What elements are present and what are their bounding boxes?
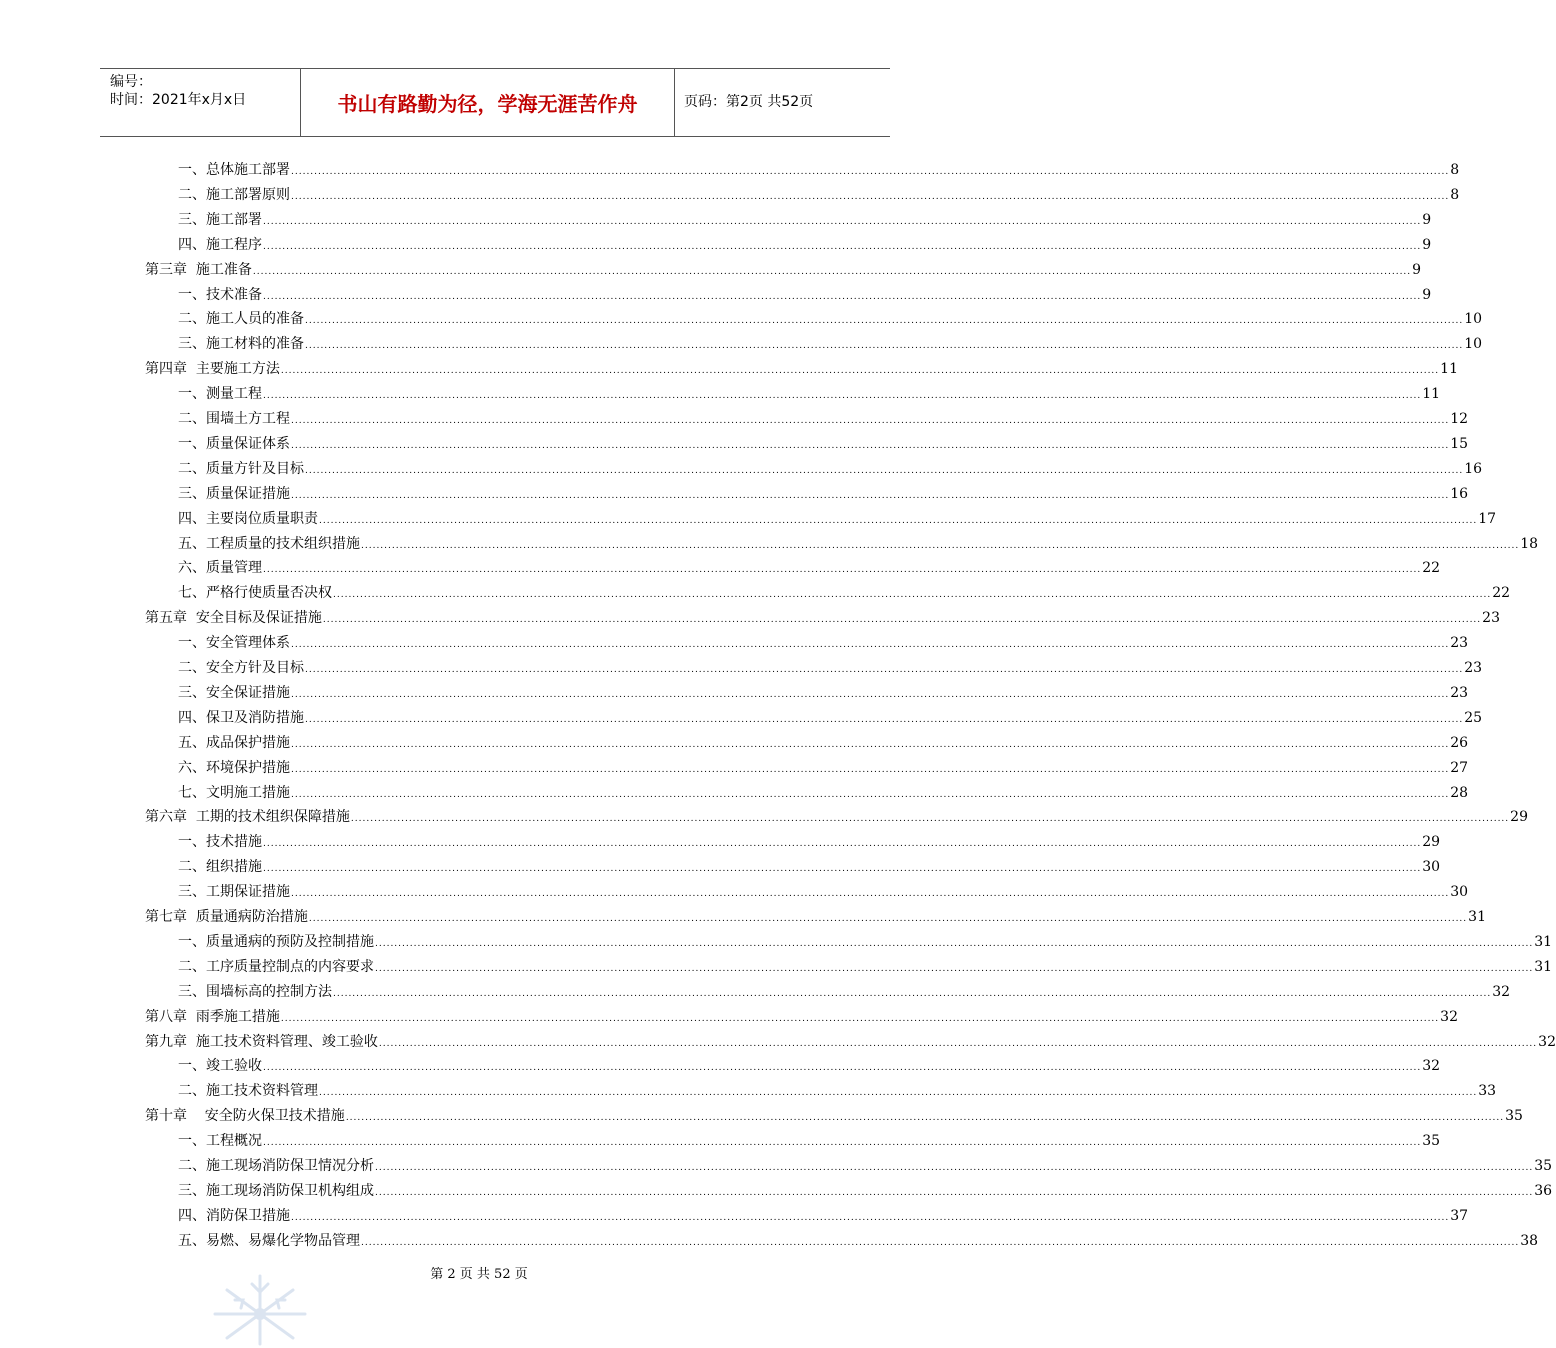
toc-section-entry[interactable]	[178, 1081, 1497, 1101]
toc-section-entry[interactable]	[178, 683, 1469, 703]
page-header	[100, 68, 890, 137]
toc-section-entry[interactable]	[178, 882, 1469, 902]
toc-entry-page-number: 32	[1538, 1033, 1556, 1050]
toc-entry-title: 七、严格行使质量否决权	[178, 585, 332, 602]
toc-section-entry[interactable]	[178, 957, 1553, 977]
toc-section-entry[interactable]	[178, 484, 1469, 504]
toc-section-entry[interactable]	[178, 758, 1469, 778]
toc-entry-title: 一、工程概况	[178, 1133, 262, 1150]
toc-entry-title: 五、成品保护措施	[178, 734, 290, 751]
toc-entry-page-number: 29	[1510, 809, 1528, 826]
toc-entry-page-number: 38	[1520, 1232, 1539, 1249]
toc-section-entry[interactable]	[178, 1231, 1539, 1251]
toc-entry-title: 七、文明施工措施	[178, 784, 290, 801]
toc-entry-page-number: 31	[1534, 958, 1553, 975]
toc-section-entry[interactable]	[178, 658, 1483, 678]
toc-dot-leader: ............................................................................................................................................................................................................................................................................................................	[333, 988, 1492, 999]
toc-dot-leader: ............................................................................................................................................................................................................................................................................................................	[252, 266, 1412, 277]
toc-dot-leader: ............................................................................................................................................................................................................................................................................................................	[263, 241, 1422, 252]
toc-section-entry[interactable]	[178, 633, 1469, 653]
toc-dot-leader: ............................................................................................................................................................................................................................................................................................................	[263, 1138, 1422, 1149]
header-motto: 书山有路勤为径，学海无涯苦作舟	[337, 92, 638, 116]
toc-dot-leader: ............................................................................................................................................................................................................................................................................................................	[291, 1212, 1450, 1223]
toc-entry-title: 四、施工程序	[178, 236, 262, 253]
toc-dot-leader: ............................................................................................................................................................................................................................................................................................................	[291, 689, 1450, 700]
toc-section-entry[interactable]	[178, 832, 1441, 852]
toc-entry-title: 第六章 工期的技术组织保障措施	[145, 809, 350, 826]
toc-dot-leader: ............................................................................................................................................................................................................................................................................................................	[280, 1013, 1440, 1024]
toc-section-entry[interactable]	[178, 733, 1469, 753]
toc-section-entry[interactable]	[178, 558, 1441, 578]
toc-section-entry[interactable]	[178, 857, 1441, 877]
toc-dot-leader: ............................................................................................................................................................................................................................................................................................................	[322, 615, 1482, 626]
toc-section-entry[interactable]	[178, 1181, 1553, 1201]
toc-entry-page-number: 11	[1440, 361, 1458, 378]
toc-entry-title: 四、主要岗位质量职责	[178, 510, 318, 527]
toc-section-entry[interactable]	[178, 509, 1497, 529]
toc-entry-page-number: 32	[1422, 1058, 1441, 1075]
toc-entry-page-number: 12	[1450, 411, 1469, 427]
toc-entry-page-number: 16	[1450, 485, 1469, 502]
toc-entry-title: 四、保卫及消防措施	[178, 709, 304, 726]
toc-entry-page-number: 28	[1450, 784, 1469, 801]
toc-entry-page-number: 9	[1422, 286, 1432, 303]
toc-entry-title: 三、质量保证措施	[178, 485, 290, 502]
header-page-cell	[675, 69, 890, 136]
toc-entry-page-number: 8	[1450, 186, 1460, 203]
toc-entry-title: 三、施工现场消防保卫机构组成	[178, 1182, 374, 1199]
toc-entry-title: 五、易燃、易爆化学物品管理	[178, 1232, 360, 1249]
toc-entry-title: 第三章 施工准备	[145, 261, 252, 278]
toc-entry-page-number: 32	[1492, 983, 1511, 1000]
toc-dot-leader: ............................................................................................................................................................................................................................................................................................................	[308, 914, 1468, 924]
toc-dot-leader: ............................................................................................................................................................................................................................................................................................................	[291, 440, 1450, 451]
toc-chapter-entry[interactable]	[145, 1106, 1523, 1126]
toc-chapter-entry[interactable]	[145, 1032, 1556, 1052]
toc-entry-page-number: 10	[1464, 311, 1483, 328]
toc-entry-title: 第九章 施工技术资料管理、竣工验收	[145, 1033, 378, 1050]
toc-section-entry[interactable]	[178, 982, 1511, 1002]
toc-dot-leader: ............................................................................................................................................................................................................................................................................................................	[305, 465, 1464, 476]
toc-section-entry[interactable]	[178, 409, 1469, 429]
toc-chapter-entry[interactable]	[145, 1007, 1458, 1027]
time-label: 时间：2021年x月x日	[110, 92, 247, 108]
toc-section-entry[interactable]	[178, 1056, 1441, 1076]
toc-entry-title: 第四章 主要施工方法	[145, 361, 280, 378]
toc-dot-leader: ............................................................................................................................................................................................................................................................................................................	[375, 1187, 1534, 1198]
toc-dot-leader: ............................................................................................................................................................................................................................................................................................................	[263, 391, 1422, 402]
toc-dot-leader: ............................................................................................................................................................................................................................................................................................................	[361, 1237, 1520, 1248]
toc-entry-title: 六、质量管理	[178, 560, 262, 577]
toc-chapter-entry[interactable]	[145, 359, 1458, 379]
toc-entry-page-number: 31	[1468, 909, 1486, 925]
toc-section-entry[interactable]	[178, 309, 1483, 329]
toc-entry-page-number: 8	[1450, 162, 1460, 178]
toc-dot-leader: ............................................................................................................................................................................................................................................................................................................	[378, 1038, 1538, 1049]
header-meta-cell	[100, 69, 301, 136]
footer-page-number: 第 2 页 共 52 页	[430, 1267, 528, 1282]
toc-dot-leader: ............................................................................................................................................................................................................................................................................................................	[291, 640, 1450, 651]
toc-entry-page-number: 9	[1422, 211, 1432, 228]
toc-dot-leader: ............................................................................................................................................................................................................................................................................................................	[350, 814, 1510, 825]
toc-chapter-entry[interactable]	[145, 807, 1528, 827]
toc-entry-title: 三、围墙标高的控制方法	[178, 983, 332, 1000]
toc-section-entry[interactable]	[178, 334, 1483, 354]
toc-entry-title: 二、施工技术资料管理	[178, 1083, 318, 1100]
toc-entry-title: 三、施工材料的准备	[178, 336, 304, 353]
header-motto-cell	[301, 69, 675, 136]
toc-dot-leader: ............................................................................................................................................................................................................................................................................................................	[375, 1163, 1534, 1173]
toc-entry-title: 一、技术措施	[178, 834, 262, 851]
toc-section-entry[interactable]	[178, 434, 1469, 454]
toc-dot-leader: ............................................................................................................................................................................................................................................................................................................	[305, 341, 1464, 352]
toc-entry-page-number: 16	[1464, 460, 1483, 477]
toc-dot-leader: ............................................................................................................................................................................................................................................................................................................	[375, 963, 1534, 974]
toc-dot-leader: ............................................................................................................................................................................................................................................................................................................	[291, 490, 1450, 501]
toc-entry-page-number: 17	[1478, 510, 1497, 527]
toc-entry-title: 一、质量保证体系	[178, 435, 290, 452]
toc-entry-title: 四、消防保卫措施	[178, 1207, 290, 1224]
toc-section-entry[interactable]	[178, 384, 1441, 404]
toc-entry-title: 一、总体施工部署	[178, 162, 290, 178]
toc-section-entry[interactable]	[178, 185, 1460, 205]
toc-entry-page-number: 11	[1422, 386, 1441, 403]
toc-section-entry[interactable]	[178, 235, 1432, 255]
toc-entry-page-number: 33	[1478, 1083, 1497, 1100]
toc-section-entry[interactable]	[178, 534, 1539, 554]
toc-entry-title: 一、技术准备	[178, 286, 262, 303]
toc-dot-leader: ............................................................................................................................................................................................................................................................................................................	[319, 515, 1478, 526]
toc-section-entry[interactable]	[178, 783, 1469, 803]
toc-dot-leader: ............................................................................................................................................................................................................................................................................................................	[305, 316, 1464, 327]
toc-section-entry[interactable]	[178, 708, 1483, 728]
toc-dot-leader: ............................................................................................................................................................................................................................................................................................................	[291, 191, 1450, 202]
toc-section-entry[interactable]	[178, 1206, 1469, 1226]
toc-dot-leader: ............................................................................................................................................................................................................................................................................................................	[361, 540, 1520, 551]
toc-chapter-entry[interactable]	[145, 608, 1500, 628]
toc-section-entry[interactable]	[178, 1156, 1553, 1176]
toc-section-entry[interactable]	[178, 932, 1553, 952]
toc-entry-title: 一、竣工验收	[178, 1058, 262, 1075]
toc-dot-leader: ............................................................................................................................................................................................................................................................................................................	[263, 839, 1422, 850]
toc-entry-title: 一、安全管理体系	[178, 635, 290, 652]
toc-dot-leader: ............................................................................................................................................................................................................................................................................................................	[333, 590, 1492, 601]
toc-entry-page-number: 35	[1422, 1133, 1441, 1150]
header-page-info: 页码：第2页 共52页	[684, 94, 814, 110]
toc-entry-title: 二、施工部署原则	[178, 186, 290, 203]
toc-entry-page-number: 18	[1520, 535, 1539, 552]
toc-dot-leader: ............................................................................................................................................................................................................................................................................................................	[263, 864, 1422, 875]
page-footer	[0, 1266, 950, 1284]
toc-entry-page-number: 26	[1450, 734, 1469, 751]
toc-section-entry[interactable]	[178, 583, 1511, 603]
toc-chapter-entry[interactable]	[145, 907, 1486, 927]
toc-dot-leader: ............................................................................................................................................................................................................................................................................................................	[263, 291, 1422, 302]
toc-entry-title: 二、安全方针及目标	[178, 660, 304, 676]
toc-entry-page-number: 23	[1450, 684, 1469, 701]
toc-entry-title: 三、安全保证措施	[178, 684, 290, 701]
toc-dot-leader: ............................................................................................................................................................................................................................................................................................................	[263, 216, 1422, 227]
toc-section-entry[interactable]	[178, 285, 1432, 305]
toc-dot-leader: ............................................................................................................................................................................................................................................................................................................	[291, 167, 1450, 177]
toc-entry-title: 五、工程质量的技术组织措施	[178, 535, 360, 552]
toc-entry-page-number: 10	[1464, 336, 1483, 353]
toc-dot-leader: ............................................................................................................................................................................................................................................................................................................	[263, 1063, 1422, 1074]
toc-entry-page-number: 15	[1450, 435, 1469, 452]
toc-entry-title: 二、组织措施	[178, 859, 262, 876]
toc-entry-page-number: 23	[1482, 610, 1500, 627]
toc-entry-page-number: 35	[1534, 1158, 1553, 1174]
toc-entry-page-number: 9	[1422, 236, 1432, 253]
toc-entry-page-number: 22	[1422, 560, 1441, 577]
toc-entry-title: 二、施工现场消防保卫情况分析	[178, 1158, 374, 1174]
toc-dot-leader: ............................................................................................................................................................................................................................................................................................................	[291, 764, 1450, 775]
toc-entry-title: 第七章 质量通病防治措施	[145, 909, 308, 925]
toc-entry-page-number: 25	[1464, 709, 1483, 726]
toc-dot-leader: ............................................................................................................................................................................................................................................................................................................	[319, 1088, 1478, 1099]
toc-entry-title: 第十章 安全防火保卫技术措施	[145, 1108, 345, 1125]
toc-section-entry[interactable]	[178, 459, 1483, 479]
toc-entry-title: 第八章 雨季施工措施	[145, 1008, 280, 1025]
toc-dot-leader: ............................................................................................................................................................................................................................................................................................................	[263, 565, 1422, 576]
toc-entry-page-number: 37	[1450, 1207, 1469, 1224]
toc-entry-title: 一、测量工程	[178, 386, 262, 403]
toc-entry-page-number: 23	[1464, 660, 1483, 676]
toc-section-entry[interactable]	[178, 1131, 1441, 1151]
toc-entry-page-number: 27	[1450, 759, 1469, 776]
toc-entry-page-number: 9	[1412, 261, 1422, 278]
toc-dot-leader: ............................................................................................................................................................................................................................................................................................................	[291, 789, 1450, 800]
toc-entry-title: 三、工期保证措施	[178, 884, 290, 901]
toc-dot-leader: ............................................................................................................................................................................................................................................................................................................	[305, 714, 1464, 725]
toc-dot-leader: ............................................................................................................................................................................................................................................................................................................	[345, 1113, 1505, 1124]
toc-dot-leader: ............................................................................................................................................................................................................................................................................................................	[305, 665, 1464, 675]
toc-dot-leader: ............................................................................................................................................................................................................................................................................................................	[291, 889, 1450, 900]
toc-entry-page-number: 30	[1450, 884, 1469, 901]
toc-entry-title: 二、质量方针及目标	[178, 460, 304, 477]
toc-section-entry[interactable]	[178, 210, 1432, 230]
toc-entry-title: 二、工序质量控制点的内容要求	[178, 958, 374, 975]
toc-entry-page-number: 30	[1422, 859, 1441, 876]
toc-chapter-entry[interactable]	[145, 260, 1422, 280]
toc-dot-leader: ............................................................................................................................................................................................................................................................................................................	[280, 366, 1440, 377]
toc-entry-title: 一、质量通病的预防及控制措施	[178, 933, 374, 950]
toc-dot-leader: ............................................................................................................................................................................................................................................................................................................	[291, 739, 1450, 750]
toc-entry-page-number: 23	[1450, 635, 1469, 652]
toc-entry-page-number: 35	[1505, 1108, 1523, 1125]
toc-entry-page-number: 31	[1534, 933, 1553, 950]
toc-entry-title: 二、围墙土方工程	[178, 411, 290, 427]
toc-entry-title: 三、施工部署	[178, 211, 262, 228]
toc-entry-page-number: 22	[1492, 585, 1511, 602]
toc-dot-leader: ............................................................................................................................................................................................................................................................................................................	[291, 416, 1450, 426]
toc-entry-page-number: 32	[1440, 1008, 1458, 1025]
toc-dot-leader: ............................................................................................................................................................................................................................................................................................................	[375, 938, 1534, 949]
toc-entry-title: 第五章 安全目标及保证措施	[145, 610, 322, 627]
toc-entry-title: 二、施工人员的准备	[178, 311, 304, 328]
serial-number-label: 编号：	[110, 74, 152, 90]
toc-entry-page-number: 36	[1534, 1182, 1553, 1199]
toc-entry-title: 六、环境保护措施	[178, 759, 290, 776]
toc-entry-page-number: 29	[1422, 834, 1441, 851]
toc-section-entry[interactable]	[178, 160, 1460, 180]
